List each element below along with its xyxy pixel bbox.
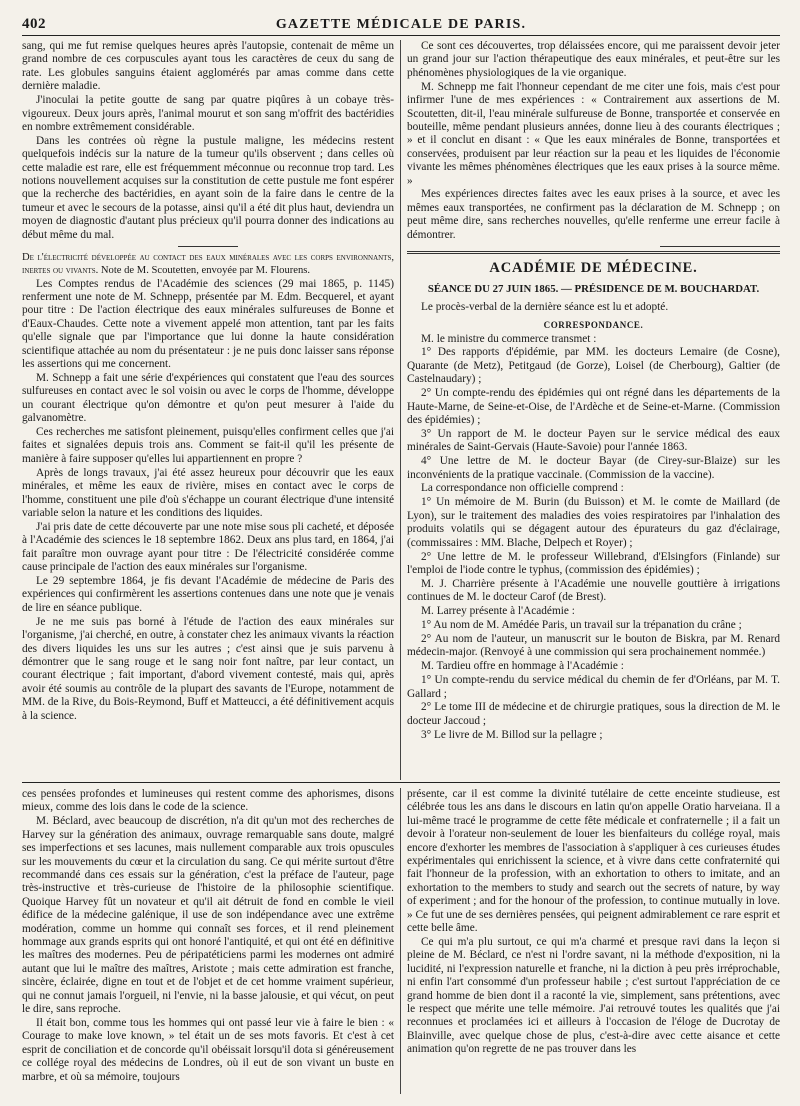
subhead-note: Note de M. Scoutetten, envoyée par M. Flourens. <box>98 265 311 277</box>
divider <box>178 246 238 247</box>
page-number: 402 <box>22 16 46 32</box>
list-item: 3° Un rapport de M. le docteur Payen sur le service médical des eaux minérales de Saint-Gervais (Haute-Savoie) pour l'année 1863. <box>407 427 780 454</box>
paragraph: M. Béclard, avec beaucoup de discrétion, n'a dit qu'un mot des recherches de Harvey sur la génération des animaux, ouvrage remarquable sans doute, malgré ses imperfections et ses lacunes, mais nullement comparable aux trois opuscules sur les mouvements du cœur et la circulation du sang. Ce qui mérite surtout d'être recommandé dans ces essais sur la génération, c'est la préface de l'auteur, page très-instructive et très-curieuse de l'histoire de la philosophie scientifique. Quoique Harvey fût un novateur et qu'il ait détruit de fond en comble le vieil édifice de la médecine galénique, il use de son indépendance avec une extrême modération, comme un homme qui connaît ses forces, et il rend pleinement hommage aux grands esprits qui ont honoré l'antiquité, et qui ont été en définitive les maîtres des modernes. Peu de péripatéticiens parmi les modernes ont admiré autant que lui le maître des maîtres, Aristote ; mais cette admiration est franche, sincère, éclairée, digne en tout et de l'objet et de cet homme vraiment supérieur, qui ne connut jamais l'orgueil, ni l'envie, ni la basse jalousie, et qui vécut, on peut le dire, sans reproche. <box>22 815 394 1015</box>
newspaper-page <box>22 14 780 1094</box>
lower-right-column <box>407 788 780 1094</box>
article-subhead <box>22 251 394 277</box>
paragraph: Il était bon, comme tous les hommes qui ont passé leur vie à faire le bien : « Courage to make love known, » tel était un de ses mots favoris. Et c'est à cet esprit de conciliation et de concorde qu'il obéissait lorsqu'il dota si généreusement ce collége royal des médecins de Londres, où il eut de son vivant un buste en marbre, et où sa mémoire, toujours <box>22 1016 394 1083</box>
paragraph: M. Schnepp a fait une série d'expériences qui constatent que l'eau des sources sulfureuses en contact avec le sol voisin ou avec le corps de l'homme, développe un courant électrique qu'on démontre et qu'on peut mesurer à l'aide du galvanomètre. <box>22 371 394 425</box>
section-separator <box>22 782 780 783</box>
list-item: 2° Un compte-rendu des épidémies qui ont régné dans les départements de la Haute-Marne, de Seine-et-Oise, de l'Ardèche et de Seine-et-Marne. (Commission des épidémies) ; <box>407 387 780 426</box>
paragraph: Mes expériences directes faites avec les eaux prises à la source, et avec les mêmes eaux transportées, ne confirment pas la déclaration de M. Schnepp ; on peut même dire, sans recherches nouvelles, qu'elle renferme une erreur facile à démontrer. <box>407 188 780 241</box>
paragraph: ces pensées profondes et lumineuses qui restent comme des aphorismes, disons mieux, comme des lois dans le code de la science. <box>22 788 394 814</box>
upper-section <box>22 40 780 780</box>
paragraph: présente, car il est comme la divinité tutélaire de cette enceinte studieuse, est célébrée tous les ans dans le discours en latin qu'on appelle Oratio harveiana. Il a lui-même tracé le programme de cette fête médicale et confraternelle ; il a fait un devoir à l'orateur non-seulement de louer les bienfaiteurs du collége royal, mais encore d'exhorter les membres de l'association à s'appliquer à ces curieuses études expérimentales qui enrichissent la science, et à vivre dans cette confraternité qui fait l'honneur de la profession, with an exhortation to others to imitate, and an exhortation to the members to study and search out the secrets of nature, by way of experiment ; and for the honour of the profession, to continue mutually in love. » Ce fut une de ses dernières pensées, qui peignent admirablement ce rare esprit et cette belle âme. <box>407 788 780 935</box>
list-item: 2° Au nom de l'auteur, un manuscrit sur le bouton de Biskra, par M. Renard médecin-major. (Renvoyé à une commission qui sera prochainement nommée.) <box>407 632 780 659</box>
page-header <box>22 14 780 36</box>
paragraph: Ce sont ces découvertes, trop délaissées encore, qui me paraissent devoir jeter un grand jour sur l'action thérapeutique des eaux minérales, et peut-être sur les phénomènes physiologiques de la vie organique. <box>407 40 780 79</box>
paragraph: Le 29 septembre 1864, je fis devant l'Académie de médecine de Paris des expériences qui confirmèrent les assertions contenues dans une note que je venais de lire en séance publique. <box>22 575 394 614</box>
paragraph: Je ne me suis pas borné à l'étude de l'action des eaux minérales sur l'organisme, j'ai cherché, en outre, à constater chez les animaux vivants la réaction des divers liquides les uns sur les autres ; c'est ainsi que je suis parvenu à démontrer que le sang rouge et le sang noir font naître, par leur contact, un courant électrique ; fait important, d'abord vivement contesté, mais qui, après avoir été soumis au contrôle de la plupart des savants de l'Europe, notamment de MM. de la Rive, du Bois-Reymond, Buff et Matteucci, a été définitivement acquis à la science. <box>22 615 394 722</box>
subsection-label: CORRESPONDANCE. <box>543 319 644 330</box>
list-item: 2° Une lettre de M. le professeur Willebrand, d'Elsingfors (Finlande) sur l'emploi de l'iode contre le typhus, (commission des épidémies) ; <box>407 550 780 576</box>
column-rule <box>400 40 401 780</box>
paragraph: Dans les contrées où règne la pustule maligne, les médecins restent quelquefois indécis sur la nature de la tumeur qu'ils observent ; dans celles où cette maladie est rare, elle est fréquemment méconnue ou reconnue trop tard. Les notions nouvellement acquises sur la constitution de cette pustule me font espérer que la recherche des bactéridies, en ayant soin de la faire dans le centre de la tumeur et avec le secours de la potasse, ainsi qu'il a été dit plus haut, deviendra un moyen de diagnostic d'autant plus précieux qu'il pourra donner des indications au début même du mal. <box>22 134 394 241</box>
list-item: 4° Une lettre de M. le docteur Bayar (de Cirey-sur-Blaize) sur les inconvénients de la pratique vaccinale. (Commission de la vaccine). <box>407 455 780 481</box>
list-item: 1° Des rapports d'épidémie, par MM. les docteurs Lemaire (de Cosne), Quarante (de Metz), Petitgaud (de Gorze), Loisel (de Cherbourg), Galtier (de Castelnaudary) ; <box>407 346 780 386</box>
list-item: 1° Un mémoire de M. Burin (du Buisson) et M. le comte de Maillard (de Lyon), sur le traitement des maladies des voies respiratoires par l'inhalation des produits volatils qui se dégagent autour des épurateurs du gaz d'éclairage, (commissaires : MM. Blache, Delpech et Royer) ; <box>407 496 780 549</box>
list-item: M. Larrey présente à l'Académie : <box>421 605 575 618</box>
list-item: La correspondance non officielle comprend : <box>421 482 624 495</box>
paragraph: Ces recherches me satisfont pleinement, puisqu'elles confirment celles que j'ai faites et signalées depuis trois ans. Comment se fait-il qu'il les présente de manière à faire supposer qu'elles lui appartiennent en propre ? <box>22 426 394 465</box>
lower-left-column <box>22 788 394 1094</box>
section-title: ACADÉMIE DE MÉDECINE. <box>489 260 698 277</box>
upper-left-column <box>22 40 394 780</box>
upper-right-column <box>407 40 780 780</box>
list-item: 1° Au nom de M. Amédée Paris, un travail sur la trépanation du crâne ; <box>421 619 742 632</box>
list-item: M. J. Charrière présente à l'Académie une nouvelle gouttière à irrigations continues de M. le docteur Carof (de Brest). <box>407 577 780 604</box>
journal-title: GAZETTE MÉDICALE DE PARIS. <box>275 17 527 32</box>
paragraph: Les Comptes rendus de l'Académie des sciences (29 mai 1865, p. 1145) renferment une note de M. Schnepp, présentée par M. Edm. Becquerel, et ayant pour titre : De l'action électrique des eaux minérales sulfureuses de Bonne et d'Eaux-Chaudes. Cette note a vivement appelé mon attention, tant par les faits qu'elle signale que par l'importance que lui donne la haute considération scientifique attachée au nom du présentateur : je ne puis donc laisser sans réponse les assertions qui me concernent. <box>22 277 394 371</box>
list-item: M. le ministre du commerce transmet : <box>421 332 597 345</box>
paragraph: Le procès-verbal de la dernière séance est lu et adopté. <box>421 301 669 314</box>
list-item: M. Tardieu offre en hommage à l'Académie : <box>421 660 624 673</box>
paragraph: sang, qui me fut remise quelques heures après l'autopsie, contenait de même un grand nombre de ces corpuscules ayant tous les caractères de ceux du sang de rate. Les globules sanguins étaient agglomérés par amas comme dans cette dernière maladie. <box>22 40 394 93</box>
divider <box>660 246 780 247</box>
lower-section <box>22 788 780 1094</box>
column-rule <box>400 788 401 1094</box>
session-line: SÉANCE DU 27 JUIN 1865. — PRÉSIDENCE DE M. BOUCHARDAT. <box>427 283 760 296</box>
subhead-title: De l'électricité développée au contact des eaux minérales avec les corps environnants, inertes ou vivants. <box>22 252 394 277</box>
paragraph: J'ai pris date de cette découverte par une note mise sous pli cacheté, et déposée à l'Académie des sciences le 18 septembre 1862. Deux ans plus tard, en 1864, j'ai fait paraître mon ouvrage ayant pour titre : De l'électricité considérée comme cause principale de l'action des eaux minérales sur l'organisme. <box>22 520 394 574</box>
paragraph: J'inoculai la petite goutte de sang par quatre piqûres à un cobaye très-vigoureux. Deux jours après, l'animal mourut et son sang m'offrit des bactéridies en nombre extrêmement considérable. <box>22 94 394 133</box>
paragraph: Ce qui m'a plu surtout, ce qui m'a charmé et presque ravi dans la leçon si pleine de M. Béclard, ce n'est ni l'ordre savant, ni la méthode d'exposition, ni la lucidité, ni l'expression naturelle et franche, ni la diction à peu près irréprochable, ni enfin l'art consommé d'un professeur habile ; c'est surtout l'appréciation de ce grand homme de bien dont il a raconté la vie, simplement, sans prétentions, avec le respect que mérite une telle mémoire. J'ai retrouvé toutes les qualités que j'ai reconnues et proclamées ici et ailleurs à l'occasion de l'éloge de Ducrotay de Blainville, avec quelque chose de plus, c'est-à-dire avec cette aisance et cette animation qu'on regrette de ne pas trouver dans les <box>407 935 780 1056</box>
paragraph: M. Schnepp me fait l'honneur cependant de me citer une fois, mais c'est pour infirmer l'une de mes expériences : « Contrairement aux assertions de M. Scoutetten, dit-il, l'eau minérale sulfureuse de Bonne, transportée et conservée en bouteille, même pendant plusieurs années, donne lieu à des courants électriques ; » et il conclut en disant : « Que les eaux minérales de Bonne, transportées et conservées, produisent par leur réaction sur la peau et les liquides de l'économie vivante les mêmes phénomènes électriques que les eaux prises à la source même. » <box>407 80 780 187</box>
list-item: 3° Le livre de M. Billod sur la pellagre ; <box>421 728 603 741</box>
section-rule <box>407 251 780 254</box>
paragraph: Après de longs travaux, j'ai été assez heureux pour découvrir que les eaux minérales, et même les eaux de rivière, mises en contact avec le corps de l'homme, constituent une pile d'où s'échappe un courant électrique d'une intensité variable selon la nature et les conditions des liquides. <box>22 466 394 519</box>
list-item: 2° Le tome III de médecine et de chirurgie pratiques, sous la direction de M. le docteur Jaccoud ; <box>407 701 780 727</box>
list-item: 1° Un compte-rendu du service médical du chemin de fer d'Orléans, par M. T. Gallard ; <box>407 674 780 700</box>
